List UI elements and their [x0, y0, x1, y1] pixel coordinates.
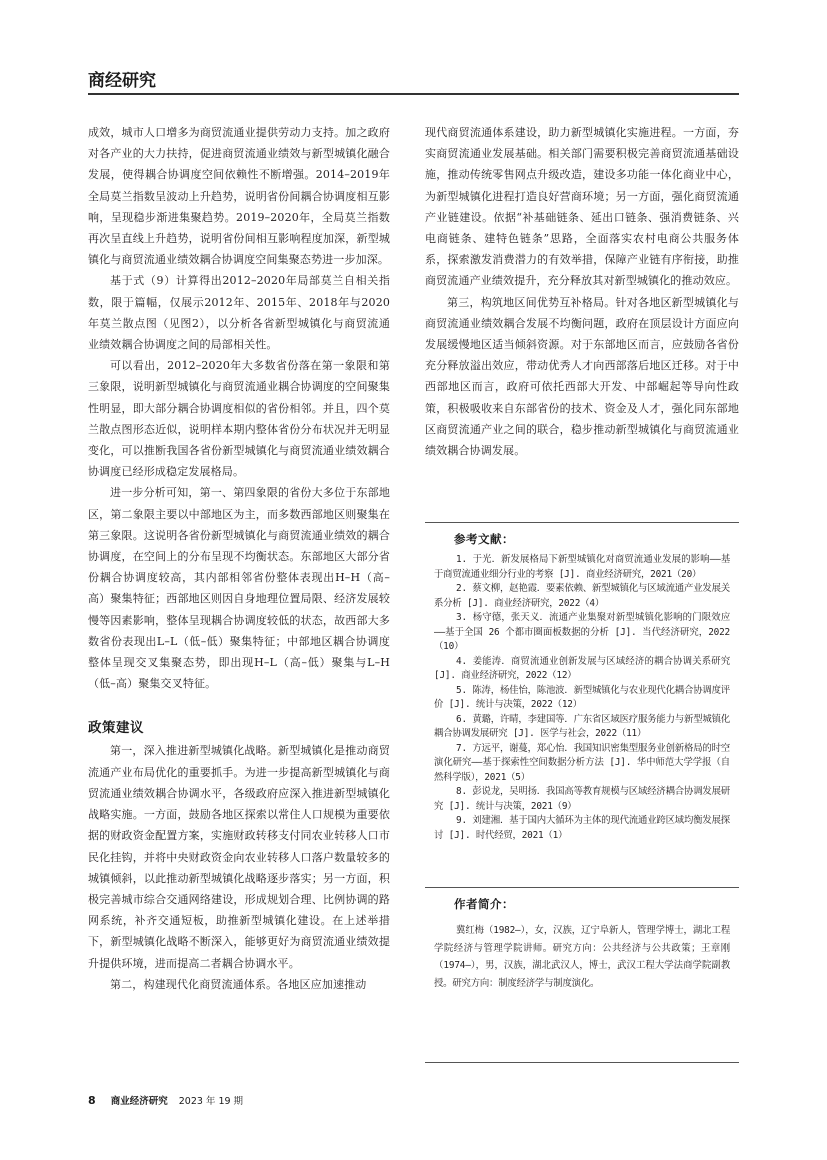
reference-item: 5. 陈涛，杨佳怡，陈池波．新型城镇化与农业现代化耦合协调度评价 [J]. 统计与决策，2022（12） — [434, 684, 730, 710]
policy-paragraph: 第二，构建现代化商贸流通体系。各地区应加速推动 — [110, 977, 367, 991]
references-list — [434, 553, 730, 843]
body-paragraph: 第三，构筑地区间优势互补格局。针对各地区新型城镇化与商贸流通业绩效耦合发展不均衡问题，政府在顶层设计方面应向发展缓慢地区适当倾斜资源。对于东部地区而言，应鼓励各省份充分释放溢出效应，带动优秀人才向西部落后地区迁移。对于中西部地区而言，政府可依托西部大开发、中部崛起等导向性政策，积极吸收来自东部省份的技术、资金及人才，强化同东部地区商贸流通产业之间的联合，稳步推动新型城镇化与商贸流通业绩效耦合协调发展。 — [425, 295, 739, 458]
body-paragraph: 基于式（9）计算得出2012–2020年局部莫兰自相关指数，限于篇幅，仅展示2012年、2015年、2018年与2020年莫兰散点图（见图2），以分析各省新型城镇化与商贸流通业绩效耦合协调度之间的局部相关性。 — [88, 274, 390, 352]
body-paragraph: 成效，城市人口增多为商贸流通业提供劳动力支持。加之政府对各产业的大力扶持，促进商贸流通业绩效与新型城镇化融合发展，使得耦合协调度空间依赖性不断增强。2014–2019年全局莫兰指数呈波动上升趋势，说明省份间耦合协调度相互影响，呈现稳步渐进集聚趋势。2019–2020年，全局莫兰指数再次呈直线上升趋势，说明省份间相互影响程度加深，新型城镇化与商贸流通业绩效耦合协调度空间集聚态势进一步加深。 — [88, 126, 390, 267]
policy-paragraph: 第一，深入推进新型城镇化战略。新型城镇化是推动商贸流通产业布局优化的重要抓手。为进一步提高新型城镇化与商贸流通业绩效耦合协调水平，各级政府应深入推进新型城镇化战略实施。一方面，鼓励各地区探索以常住人口规模为重要依据的财政资金配置方案，实施财政转移支付同农业转移人口市民化挂钩，并将中央财政资金向农业转移人口落户数量较多的城镇倾斜，以此推动新型城镇化战略逐步落实；另一方面，积极完善城市综合交通网络建设，形成规划合理、比例协调的路网系统，补齐交通短板，助推新型城镇化建设。在上述举措下，新型城镇化战略不断深入，能够更好为商贸流通业绩效提升提供环境，进而提高二者耦合协调水平。 — [88, 744, 390, 970]
left-column — [88, 122, 390, 995]
body-paragraph: 现代商贸流通体系建设，助力新型城镇化实施进程。一方面，夯实商贸流通业发展基础。相关部门需要积极完善商贸流通基础设施，推动传统零售网点升级改造，建设多功能一体化商业中心，为新型城镇化进程打造良好营商环境；另一方面，强化商贸流通产业链建设。依据“补基础链条、延出口链条、强消费链条、兴电商链条、建特色链条”思路，全面落实农村电商公共服务体系，探索激发消费潜力的有效举措，保障产业链有序衔接，助推商贸流通产业绩效提升，充分释放其对新型城镇化的推动效应。 — [425, 126, 739, 288]
reference-item: 8. 彭说龙，吴明扬．我国高等教育规模与区域经济耦合协调发展研究 [J]. 统计与决策，2021（9） — [434, 786, 730, 812]
reference-item: 6. 黄璐，许晴，李建国等．广东省区域医疗服务能力与新型城镇化耦合协调发展研究 [J]. 医学与社会，2022（11） — [434, 713, 730, 739]
journal-section-title: 商经研究 — [88, 71, 156, 91]
section-heading-policy: 政策建议 — [88, 720, 144, 737]
reference-item: 7. 方远平，谢蔓，郑心怡．我国知识密集型服务业创新格局的时空演化研究——基于探索性空间数据分析方法 [J]. 华中师范大学学报（自然科学版），2021（5） — [434, 742, 730, 783]
references-heading: 参考文献： — [454, 532, 514, 546]
page-footer — [88, 1093, 243, 1107]
reference-item: 1. 于光．新发展格局下新型城镇化对商贸流通业发展的影响——基于商贸流通业细分行业的考察 [J]. 商业经济研究，2021（20） — [434, 554, 730, 580]
author-bio: 冀红梅（1982–），女，汉族，辽宁阜新人，管理学博士，湖北工程学院经济与管理学院讲师。研究方向：公共经济与公共政策；王章刚（1974–），男，汉族，湖北武汉人，博士，武汉工程大学法商学院副教授。研究方向：制度经济学与制度演化。 — [434, 925, 730, 989]
reference-item: 4. 姜能涛．商贸流通业创新发展与区域经济的耦合协调关系研究 [J]. 商业经济研究，2022（12） — [434, 655, 730, 681]
body-paragraph: 进一步分析可知，第一、第四象限的省份大多位于东部地区，第二象限主要以中部地区为主，而多数西部地区则聚集在第三象限。这说明各省份新型城镇化与商贸流通业绩效的耦合协调度，在空间上的分布呈现不均衡状态。东部地区大部分省份耦合协调度较高，其内部相邻省份整体表现出H–H（高–高）聚集特征；西部地区则因自身地理位置局限、经济发展较慢等因素影响，整体呈现耦合协调度较低的状态，故西部大多数省份表现出L–L（低–低）聚集特征；中部地区耦合协调度整体呈现交叉集聚态势，即出现H–L（高–低）聚集与L–H（低–高）聚集交叉特征。 — [88, 486, 390, 691]
footer-issue: 2023 年 19 期 — [178, 1096, 244, 1107]
reference-item: 9. 刘建湘．基于国内大循环为主体的现代流通业跨区域均衡发展探讨 [J]. 时代经贸，2021（1） — [434, 815, 730, 841]
references-top-rule — [425, 522, 739, 523]
reference-item: 3. 杨守德，张天义．流通产业集聚对新型城镇化影响的门限效应——基于全国 26 个都市圈面板数据的分析 [J]. 当代经济研究，2022（10） — [434, 612, 730, 652]
footer-journal-name: 商业经济研究 — [110, 1096, 168, 1107]
author-top-rule — [425, 887, 739, 888]
right-column — [425, 122, 739, 461]
body-paragraph: 可以看出，2012–2020年大多数省份落在第一象限和第三象限，说明新型城镇化与商贸流通业耦合协调度的空间聚集性明显，即大部分耦合协调度相似的省份相邻。并且，四个莫兰散点图形态近似，说明样本期内整体省份分布状况并无明显变化，可以推断我国各省份新型城镇化与商贸流通业绩效耦合协调度已经形成稳定发展格局。 — [88, 359, 390, 479]
header-divider — [88, 93, 739, 95]
author-bottom-rule — [425, 1062, 739, 1063]
page-number: 8 — [88, 1094, 96, 1107]
author-heading: 作者简介： — [454, 897, 514, 911]
reference-item: 2. 蔡文柳，赵艳霞．要素依赖、新型城镇化与区域流通产业发展关系分析 [J]. 商业经济研究，2022（4） — [434, 583, 730, 609]
